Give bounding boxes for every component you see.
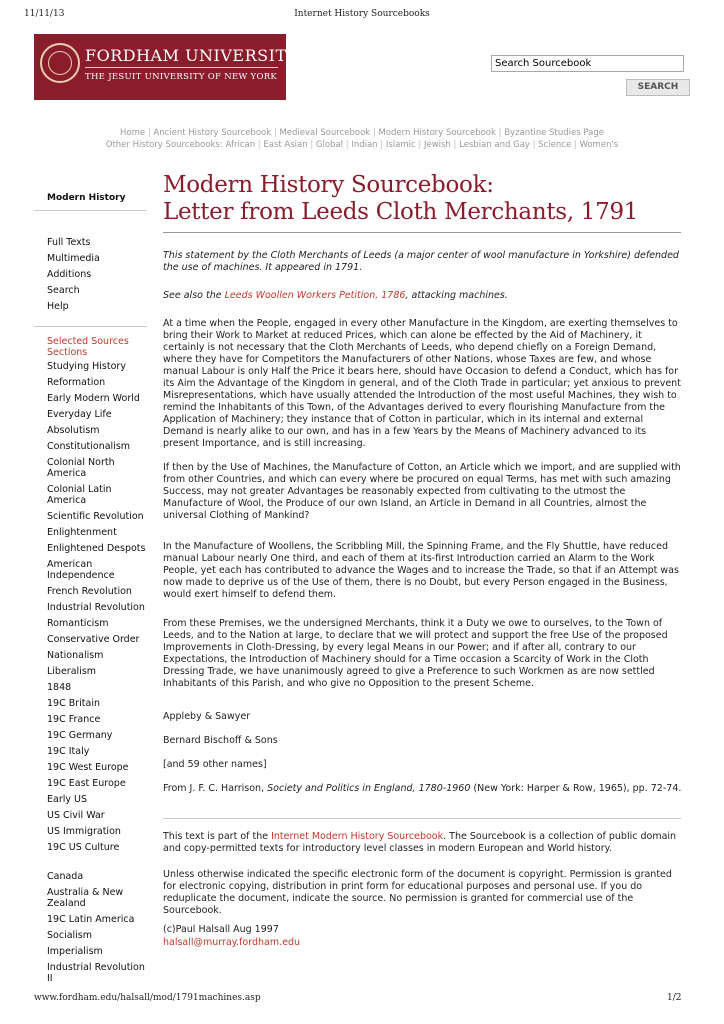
sidebar-item-full-texts[interactable]: Full Texts [47,237,91,248]
sidebar-main-list [47,237,152,317]
source-citation: From J. F. C. Harrison, Society and Politics in England, 1780-1960 (New York: Harper & Row, 1965), pp. 72-74. [163,783,682,794]
sidebar-sections-list [47,361,149,858]
body-paragraph: At a time when the People, engaged in every other Manufacture in the Kingdom, are exerting themselves to bring their Work to Market at reduced Prices, which can alone be effected by the Aid of Machinery, it certainly is not necessary that the Cloth Merchants of Leeds, who depend chiefly on a Foreign Demand, where they have for Competitors the Manufacturers of other Nations, whose Taxes are few, and whose manual Labour is only Half the Price it bears here, should have Occasion to defend a Conduct, which has for its Aim the Advantage of the Kingdom in general, and of the Cloth Trade in particular; yet anxious to prevent Misrepresentations, which have usually attended the Introduction of the most useful Machines, they wish to remind the Inhabitants of this Town, of the Advantages derived to every flourishing Manufacture from the Application of Machinery; they instance that of Cotton in particular, which in its internal and external Demand is nearly alike to our own, and has in a few Years by the Means of Machinery advanced to its present Importance, and is still increasing. [163,318,681,449]
nav-link-byzantine[interactable]: Byzantine Studies Page [504,128,604,138]
logo-tagline: THE JESUIT UNIVERSITY OF NEW YORK [85,72,278,82]
author-email-link[interactable]: halsall@murray.fordham.edu [163,937,300,948]
sidebar-item[interactable]: 19C Italy [47,746,90,757]
sidebar-item[interactable]: Colonial North America [47,457,115,479]
sidebar-item-help[interactable]: Help [47,301,69,312]
fordham-logo[interactable] [34,34,298,100]
sidebar-item[interactable]: French Revolution [47,586,132,597]
nav-separator: | [255,140,264,150]
page-title-line2: Letter from Leeds Cloth Merchants, 1791 [163,199,639,225]
body-paragraph: If then by the Use of Machines, the Manufacture of Cotton, an Article which we import, and are supplied with from other Countries, and which can every where be procured on equal Terms, has met with such amazing Success, may not greater Advantages be reasonably expected from cultivating to the utmost the Manufacture of Wool, the Produce of our own Island, an Article in Demand in all Countries, almost the universal Clothing of Mankind? [163,462,681,521]
signature: Appleby & Sawyer [163,711,251,722]
print-page-number: 1/2 [667,993,682,1003]
sourcebook-link[interactable]: Internet Modern History Sourcebook [271,831,444,842]
nav-separator: | [571,140,580,150]
sidebar-item[interactable]: Imperialism [47,946,103,957]
sidebar-divider [34,326,147,327]
search-input[interactable]: Search Sourcebook [491,55,684,72]
print-date: 11/11/13 [24,9,65,19]
sidebar-item[interactable]: Industrial Revolution II [47,962,145,984]
section-divider [163,818,681,819]
nav-link-modern[interactable]: Modern History Sourcebook [378,128,496,138]
sidebar-item[interactable]: Scientific Revolution [47,511,144,522]
sidebar-item[interactable]: Enlightened Despots [47,543,146,554]
sidebar-item[interactable]: Nationalism [47,650,104,661]
sidebar-item-additions[interactable]: Additions [47,269,92,280]
nav-link-ancient[interactable]: Ancient History Sourcebook [153,128,272,138]
sidebar-item[interactable]: US Immigration [47,826,121,837]
nav-separator: | [370,128,379,138]
sidebar-item[interactable]: 1848 [47,682,72,693]
print-title: Internet History Sourcebooks [294,9,430,19]
intro-text: This statement by the Cloth Merchants of Leeds (a major center of wool manufacture in Yorkshire) defended the use of machines. It appeared in 1791. [163,250,679,273]
sidebar-item[interactable]: 19C Germany [47,730,113,741]
sidebar-item[interactable]: Studying History [47,361,126,372]
nav-link-medieval[interactable]: Medieval Sourcebook [279,128,371,138]
sidebar-item[interactable]: Romanticism [47,618,109,629]
logo-name: FORDHAM UNIVERSITY [85,46,298,65]
nav-link-global[interactable]: Global [315,140,344,150]
sourcebook-note: This text is part of the Internet Modern History Sourcebook. The Sourcebook is a collection of public domain and copy-permitted texts for introductory level classes in modern European and World history. [163,831,677,854]
nav-link-islamic[interactable]: Islamic [385,140,416,150]
nav-link-science[interactable]: Science [538,140,572,150]
nav-link-womens[interactable]: Women's [579,140,619,150]
sidebar-item[interactable]: American Independence [47,559,115,581]
sidebar-item[interactable]: 19C France [47,714,101,725]
sidebar-item[interactable]: US Civil War [47,810,105,821]
sidebar-item[interactable]: Enlightenment [47,527,117,538]
sidebar-item[interactable]: Canada [47,871,84,882]
print-url: www.fordham.edu/halsall/mod/1791machines.asp [34,993,261,1003]
other-sourcebooks-nav [0,140,724,150]
nav-separator: | [343,140,352,150]
sidebar-item[interactable]: 19C US Culture [47,842,120,853]
nav-link-east-asian[interactable]: East Asian [263,140,308,150]
sidebar-item[interactable]: 19C Britain [47,698,101,709]
sidebar-item[interactable]: Early US [47,794,87,805]
see-also-text: See also the Leeds Woollen Workers Petition, 1786, attacking machines. [163,290,508,301]
sidebar-item-multimedia[interactable]: Multimedia [47,253,100,264]
search-button[interactable]: SEARCH [626,79,690,96]
body-paragraph: From these Premises, we the undersigned Merchants, think it a Duty we owe to ourselves, to the Town of Leeds, and to the Nation at large, to declare that we will protect and support the free Use of the proposed Improvements in Cloth-Dressing, by every legal Means in our Power; and if after all, contrary to our Expectations, the Introduction of Machinery should for a Time occasion a Scarcity of Work in the Cloth Dressing Trade, we have unanimously agreed to give a Preference to such Workmen as are now settled Inhabitants of this Parish, and who give no Opposition to the present Scheme. [163,618,668,689]
sidebar-item[interactable]: Reformation [47,377,106,388]
sidebar-item[interactable]: Early Modern World [47,393,140,404]
university-seal-icon [40,43,80,83]
sidebar-item[interactable]: 19C West Europe [47,762,129,773]
signature-note: [and 59 other names] [163,759,267,770]
nav-separator: | [450,140,460,150]
sidebar-heading: Modern History [47,193,126,203]
logo-divider [85,67,278,68]
nav-separator: | [529,140,539,150]
sidebar-item[interactable]: 19C Latin America [47,914,135,925]
see-also-link[interactable]: Leeds Woollen Workers Petition, 1786 [224,290,406,301]
nav-separator: | [377,140,386,150]
nav-separator: | [271,128,280,138]
sidebar-item[interactable]: Australia & New Zealand [47,887,124,909]
nav-link-african[interactable]: African [225,140,256,150]
sidebar-selected-sources-link[interactable]: Selected Sources Sections [47,336,129,358]
title-divider [163,232,681,233]
nav-link-lesbian-gay[interactable]: Lesbian and Gay [459,140,530,150]
sidebar-item[interactable]: Socialism [47,930,93,941]
author-credit: (c)Paul Halsall Aug 1997 [163,924,279,935]
sidebar-item[interactable]: Industrial Revolution [47,602,145,613]
nav-prefix: Other History Sourcebooks: [105,140,223,150]
page-title [163,172,638,226]
sidebar-item[interactable]: 19C East Europe [47,778,126,789]
sidebar-item-search[interactable]: Search [47,285,80,296]
body-paragraph: In the Manufacture of Woollens, the Scribbling Mill, the Spinning Frame, and the Fly Shuttle, have reduced manual Labour nearly One third, and each of them at its-first Introduction carried an Alarm to the Work People, yet each has contributed to advance the Wages and to increase the Trade, so that if an Attempt was now made to deprive us of the Use of them, there is no Doubt, but every Person engaged in the Business, would exert himself to defend them. [163,541,679,600]
sidebar-item[interactable]: Everyday Life [47,409,112,420]
top-nav [0,128,724,138]
nav-separator: | [415,140,424,150]
signature: Bernard Bischoff & Sons [163,735,278,746]
nav-separator: | [307,140,316,150]
nav-separator: | [495,128,505,138]
copyright-note: Unless otherwise indicated the specific electronic form of the document is copyright. Permission is granted for electronic copying, distribution in print form for educational purposes and personal use. If you do reduplicate the document, indicate the source. No permission is granted for commercial use of the Sourcebook. [163,869,672,916]
sidebar-item[interactable]: Colonial Latin America [47,484,112,506]
sidebar-item[interactable]: Absolutism [47,425,100,436]
sidebar-divider [34,210,147,211]
nav-link-jewish[interactable]: Jewish [423,140,451,150]
sidebar-item[interactable]: Constitutionalism [47,441,131,452]
nav-link-home[interactable]: Home [120,128,146,138]
sidebar-more-list [47,871,149,989]
nav-link-indian[interactable]: Indian [351,140,378,150]
page-title-line1: Modern History Sourcebook: [163,172,494,198]
sidebar-item[interactable]: Conservative Order [47,634,140,645]
sidebar-item[interactable]: Liberalism [47,666,97,677]
nav-separator: | [145,128,154,138]
